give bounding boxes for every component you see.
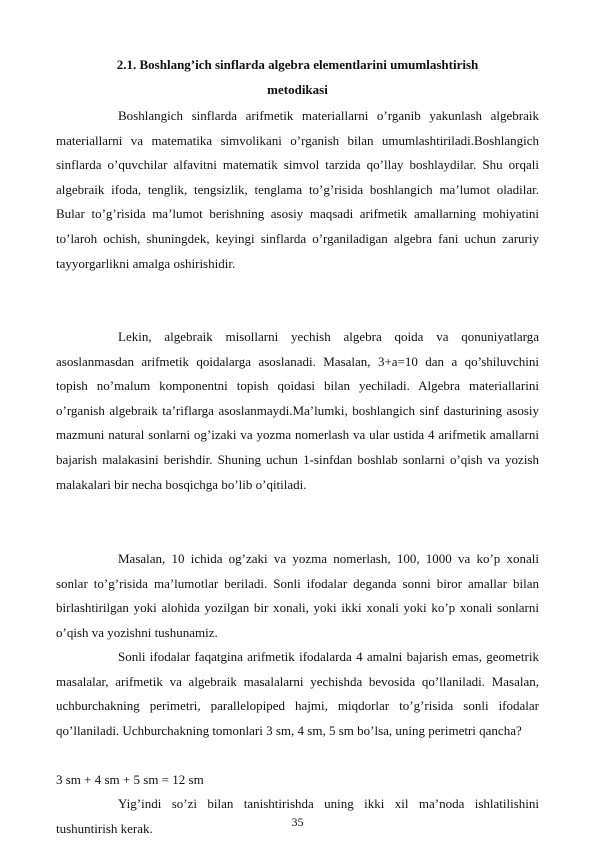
paragraph-1: Boshlangich sinflarda arifmetik materiallarni o’rganib yakunlash algebraik materiallarni va matematika simvolikani o’rganish bilan umumlashtiriladi.Boshlangich sinflarda o’quvchilar alfavitni matematik simvol tarzida qo’llay boshlaydilar. Shu orqali algebraik ifoda, tenglik, tengsizlik, tenglama to’g’risida boshlangich ma’lumot oladilar. Bular to’g’risida ma’lumot berishning asosiy maqsadi arifmetik amallarning mohiyatini to’laroh ochish, shuningdek, keyingi sinflarda o’rganiladigan algebra fani uchun zaruriy tayyorgarlikni amalga oshirishidir. bbox=[56, 108, 539, 271]
page-number: 35 bbox=[291, 815, 304, 829]
equation-line: 3 sm + 4 sm + 5 sm = 12 sm bbox=[56, 772, 204, 787]
paragraph-5: Yig’indi so’zi bilan tanishtirishda uning ikki xil ma’noda ishlatilishini tushuntirish kerak. bbox=[56, 796, 539, 836]
paragraph-4: Sonli ifodalar faqatgina arifmetik ifodalarda 4 amalni bajarish emas, geometrik masalalar, arifmetik va algebraik masalalarni yechishda bevosida qo’llaniladi. Masalan, uchburchakning perimetri, parallelopiped hajmi, miqdorlar to’g’risida sonli ifodalar qo’llaniladi. Uchburchakning tomonlari 3 sm, 4 sm, 5 sm bo’lsa, uning perimetri qancha? bbox=[56, 649, 539, 738]
section-heading: 2.1. Boshlang’ich sinflarda algebra elementlarini umumlashtirish bbox=[116, 57, 479, 72]
paragraph-2: Lekin, algebraik misollarni yechish algebra qoida va qonuniyatlarga asoslanmasdan arifmetik qoidalarga asoslanadi. Masalan, 3+a=10 dan a qo’shiluvchini topish no’malum komponentni topish qoidasi bilan yechiladi. Algebra materiallarini o’rganish algebraik ta’riflarga asoslanmaydi.Ma’lumki, boshlangich sinf dasturining asosiy mazmuni natural sonlarni og’izaki va yozma nomerlash va ular ustida 4 arifmetik amallarni bajarish malakasini berishdir. Shuning uchun 1-sinfdan boshlab sonlarni o’qish va yozish malakalari bir necha bosqichga bo’lib o’qitiladi. bbox=[56, 329, 539, 492]
section-heading-continuation: metodikasi bbox=[267, 82, 328, 97]
paragraph-3: Masalan, 10 ichida og’zaki va yozma nomerlash, 100, 1000 va ko’p xonali sonlar to’g’risida ma’lumotlar beriladi. Sonli ifodalar deganda sonni biror amallar bilan birlashtirilgan yoki alohida yozilgan bir xonali, yoki ikki xonali yoki ko’p xonali sonlarni o’qish va yozishni tushunamiz. bbox=[56, 551, 539, 640]
